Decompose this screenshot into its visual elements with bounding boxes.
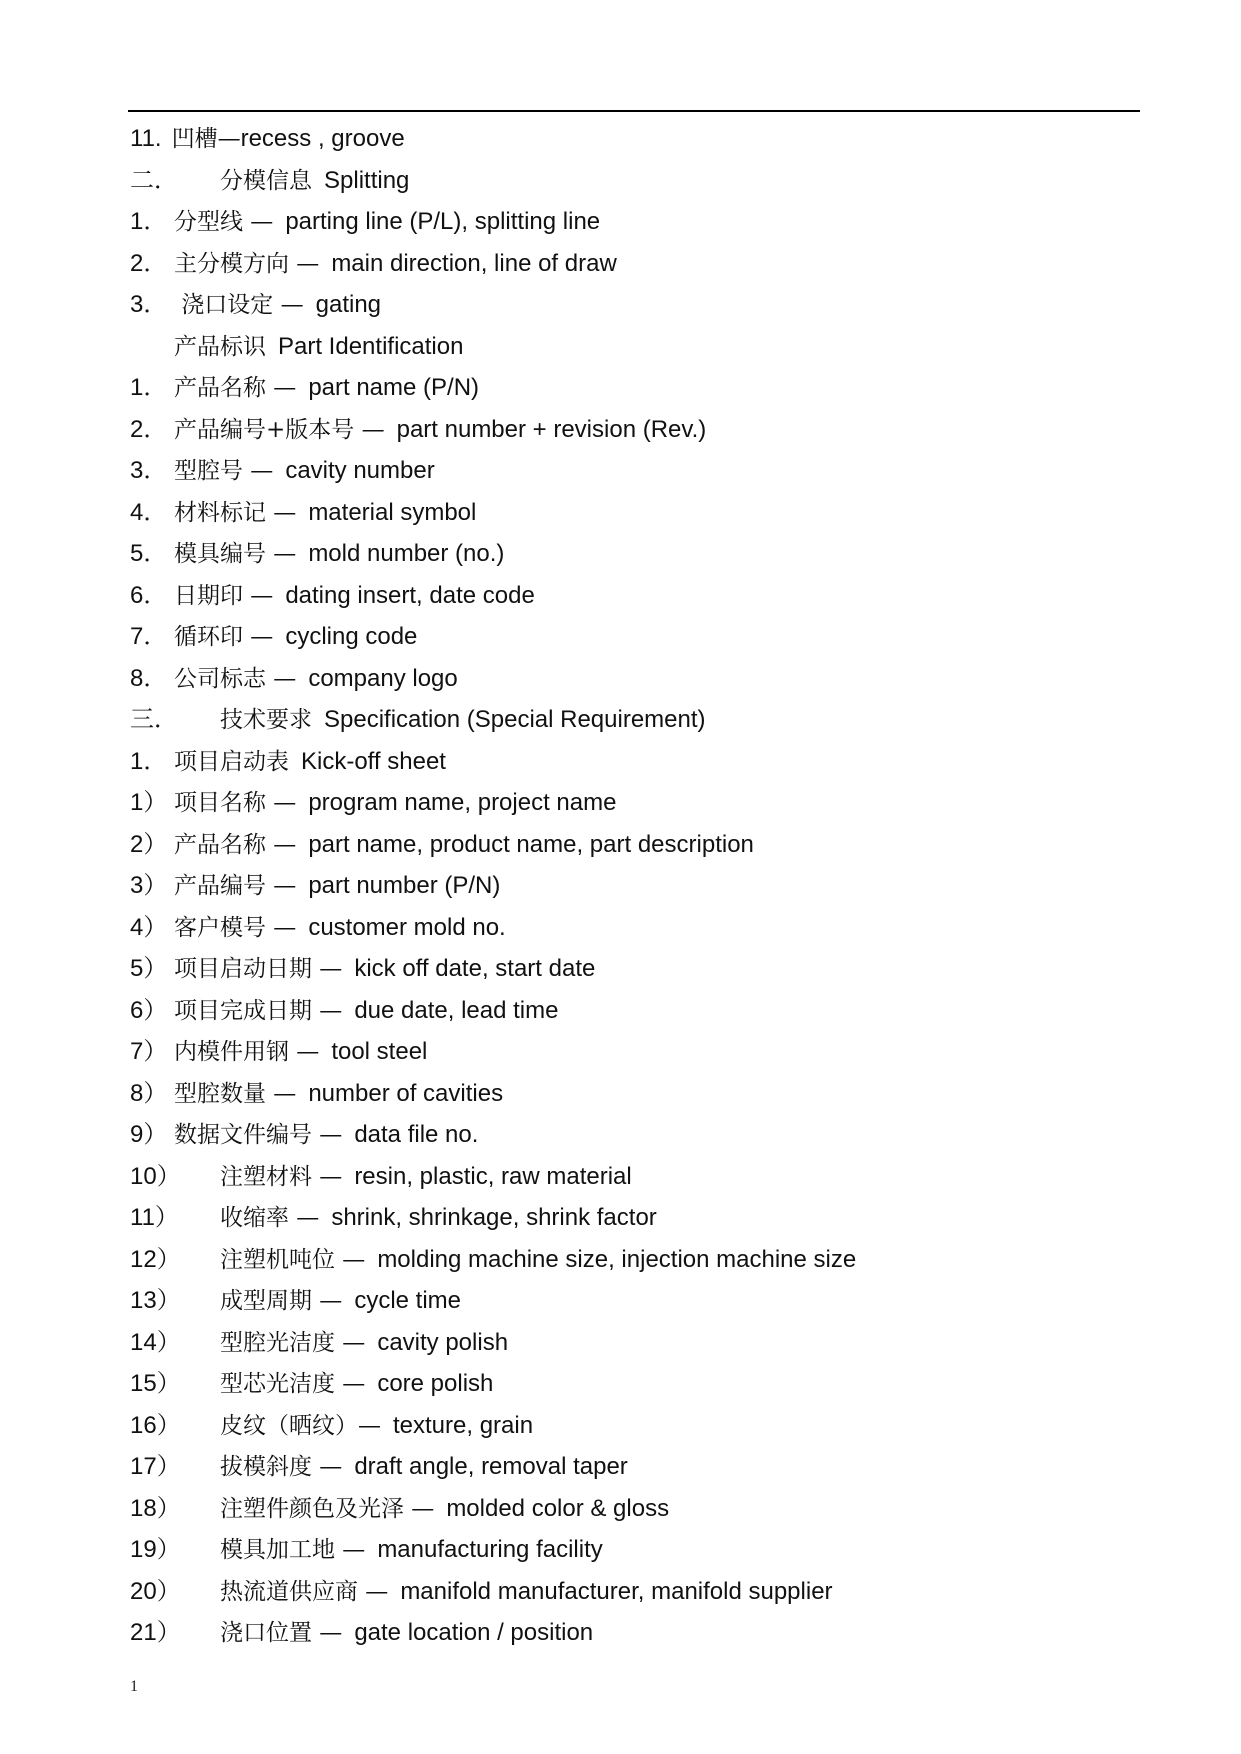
glossary-line xyxy=(130,948,1130,990)
line-number: 2） xyxy=(130,830,168,858)
line-number: 4． xyxy=(130,498,168,526)
line-number: 7） xyxy=(130,1038,168,1065)
line-number: 三． xyxy=(130,706,178,733)
line-number: 20） xyxy=(130,1577,181,1605)
english-term: Splitting xyxy=(324,166,410,194)
glossary-line xyxy=(130,990,1130,1032)
chinese-term: 数据文件编号 — xyxy=(174,1122,343,1148)
glossary-line xyxy=(130,201,1130,243)
line-number: 10） xyxy=(130,1162,181,1190)
glossary-line xyxy=(130,1239,1130,1281)
glossary-line xyxy=(130,118,1130,160)
line-number: 12） xyxy=(130,1245,181,1273)
chinese-term: 产品名称 — xyxy=(174,375,297,401)
english-term: cavity polish xyxy=(377,1328,509,1356)
english-term: kick off date, start date xyxy=(354,955,596,982)
chinese-term: 注塑材料 — xyxy=(220,1163,343,1190)
english-term: parting line (P/L), splitting line xyxy=(285,208,601,235)
english-term: Kick-off sheet xyxy=(301,747,446,775)
english-term: texture, grain xyxy=(393,1411,534,1439)
english-term: data file no. xyxy=(354,1121,479,1148)
english-term: Specification (Special Requirement) xyxy=(324,706,706,733)
chinese-term: 分型线 — xyxy=(174,209,274,235)
chinese-term: 注塑件颜色及光泽 — xyxy=(220,1495,435,1522)
english-term: material symbol xyxy=(308,498,477,526)
chinese-term: 收缩率 — xyxy=(220,1205,320,1231)
english-term: part name (P/N) xyxy=(308,374,480,401)
glossary-line xyxy=(130,284,1130,326)
chinese-term: 分模信息 xyxy=(220,167,312,194)
english-term: recess , groove xyxy=(240,125,405,152)
chinese-term: 产品编号+版本号 — xyxy=(174,416,385,443)
english-term: due date, lead time xyxy=(354,996,559,1024)
header-rule xyxy=(128,110,1140,112)
line-number: 21） xyxy=(130,1619,181,1646)
glossary-line xyxy=(130,699,1130,741)
chinese-term: 材料标记 — xyxy=(174,499,297,526)
english-term: dating insert, date code xyxy=(285,581,535,609)
chinese-term: 模具编号 — xyxy=(174,541,297,567)
line-number: 4） xyxy=(130,913,168,941)
glossary-line xyxy=(130,824,1130,866)
glossary-line xyxy=(130,1280,1130,1322)
english-term: manufacturing facility xyxy=(377,1536,603,1563)
line-number: 8） xyxy=(130,1079,168,1107)
chinese-term: 型腔号 — xyxy=(174,458,274,484)
english-term: core polish xyxy=(377,1370,494,1397)
chinese-term: 公司标志 — xyxy=(174,665,297,692)
line-number: 11. xyxy=(130,125,162,152)
english-term: cycling code xyxy=(285,623,418,650)
glossary-line xyxy=(130,1612,1130,1654)
glossary-line xyxy=(130,1073,1130,1115)
line-number: 1． xyxy=(130,374,168,401)
chinese-term: 项目启动日期 — xyxy=(174,956,343,982)
chinese-term: 项目启动表 xyxy=(174,748,289,775)
line-number: 6） xyxy=(130,996,168,1024)
chinese-term: 浇口位置 — xyxy=(220,1620,343,1646)
english-term: molding machine size, injection machine size xyxy=(377,1245,857,1273)
english-term: draft angle, removal taper xyxy=(354,1453,628,1480)
glossary-line xyxy=(130,160,1130,202)
english-term: cavity number xyxy=(285,457,435,484)
english-term: part number (P/N) xyxy=(308,872,501,899)
line-number: 16） xyxy=(130,1411,181,1439)
glossary-line xyxy=(130,1322,1130,1364)
english-term: molded color & gloss xyxy=(446,1494,670,1522)
chinese-term: 项目完成日期 — xyxy=(174,997,343,1024)
glossary-line xyxy=(130,243,1130,285)
line-number: 17） xyxy=(130,1453,181,1480)
line-number: 1） xyxy=(130,789,168,816)
chinese-term: 浇口设定 — xyxy=(174,292,304,318)
glossary-line xyxy=(130,907,1130,949)
line-number: 8． xyxy=(130,664,168,692)
glossary-line xyxy=(130,1031,1130,1073)
glossary-line xyxy=(130,492,1130,534)
line-number: 3． xyxy=(130,457,168,484)
glossary-line xyxy=(130,782,1130,824)
chinese-term: 注塑机吨位 — xyxy=(220,1246,366,1273)
glossary-line xyxy=(130,658,1130,700)
line-number: 13） xyxy=(130,1287,181,1314)
english-term: Part Identification xyxy=(278,332,464,360)
glossary-line xyxy=(130,1488,1130,1530)
glossary-line xyxy=(130,616,1130,658)
chinese-term: 型芯光洁度 — xyxy=(220,1371,366,1397)
english-term: company logo xyxy=(308,664,458,692)
chinese-term: 循环印 — xyxy=(174,624,274,650)
glossary-line xyxy=(130,1114,1130,1156)
chinese-term: 日期印 — xyxy=(174,582,274,609)
line-number: 7． xyxy=(130,623,168,650)
english-term: tool steel xyxy=(331,1038,428,1065)
chinese-term: 热流道供应商 — xyxy=(220,1578,389,1605)
line-number: 5． xyxy=(130,540,168,567)
glossary-line xyxy=(130,450,1130,492)
glossary-line xyxy=(130,865,1130,907)
line-number: 3） xyxy=(130,872,168,899)
glossary-line xyxy=(130,409,1130,451)
line-number: 11） xyxy=(130,1204,179,1231)
english-term: main direction, line of draw xyxy=(331,249,617,277)
english-term: cycle time xyxy=(354,1287,461,1314)
glossary-line xyxy=(130,367,1130,409)
line-number: 6． xyxy=(130,581,168,609)
chinese-term: 技术要求 xyxy=(220,707,312,733)
glossary-line xyxy=(130,1405,1130,1447)
glossary-line xyxy=(130,326,1130,368)
english-term: shrink, shrinkage, shrink factor xyxy=(331,1204,657,1231)
line-number: 二． xyxy=(130,166,178,194)
glossary-line xyxy=(130,533,1130,575)
english-term: part name, product name, part description xyxy=(308,830,754,858)
chinese-term: 成型周期 — xyxy=(220,1288,343,1314)
glossary-line xyxy=(130,1156,1130,1198)
page-number: 1 xyxy=(130,1678,138,1695)
glossary-line xyxy=(130,1363,1130,1405)
chinese-term: 皮纹（晒纹）— xyxy=(220,1412,381,1439)
line-number: 2． xyxy=(130,249,168,277)
line-number: 14） xyxy=(130,1328,181,1356)
glossary-line xyxy=(130,1446,1130,1488)
chinese-term: 型腔数量 — xyxy=(174,1080,297,1107)
chinese-term: 内模件用钢 — xyxy=(174,1039,320,1065)
glossary-line xyxy=(130,1197,1130,1239)
english-term: customer mold no. xyxy=(308,913,506,941)
chinese-term: 型腔光洁度 — xyxy=(220,1329,366,1356)
line-number: 9） xyxy=(130,1121,168,1148)
english-term: number of cavities xyxy=(308,1079,504,1107)
line-number: 2． xyxy=(130,415,168,443)
chinese-term: 产品标识 xyxy=(174,333,266,360)
glossary-line xyxy=(130,741,1130,783)
english-term: program name, project name xyxy=(308,789,617,816)
chinese-term: 产品编号 — xyxy=(174,873,297,899)
chinese-term: 拔模斜度 — xyxy=(220,1454,343,1480)
chinese-term: 凹槽— xyxy=(171,126,241,152)
line-number: 15） xyxy=(130,1370,181,1397)
line-number: 3． xyxy=(130,291,168,318)
line-number: 5） xyxy=(130,955,168,982)
line-number: 19） xyxy=(130,1536,181,1563)
chinese-term: 客户模号 — xyxy=(174,914,297,941)
english-term: mold number (no.) xyxy=(308,540,505,567)
glossary-line xyxy=(130,1571,1130,1613)
english-term: part number + revision (Rev.) xyxy=(396,415,707,443)
english-term: resin, plastic, raw material xyxy=(354,1162,632,1190)
glossary-line xyxy=(130,1529,1130,1571)
english-term: gate location / position xyxy=(354,1619,594,1646)
english-term: gating xyxy=(315,291,382,318)
line-number: 1． xyxy=(130,208,168,235)
chinese-term: 主分模方向 — xyxy=(174,250,320,277)
glossary-line xyxy=(130,575,1130,617)
glossary-list xyxy=(130,118,1130,1654)
line-number: 1． xyxy=(130,747,168,775)
chinese-term: 项目名称 — xyxy=(174,790,297,816)
chinese-term: 产品名称 — xyxy=(174,831,297,858)
english-term: manifold manufacturer, manifold supplier xyxy=(400,1577,833,1605)
chinese-term: 模具加工地 — xyxy=(220,1537,366,1563)
line-number: 18） xyxy=(130,1494,181,1522)
